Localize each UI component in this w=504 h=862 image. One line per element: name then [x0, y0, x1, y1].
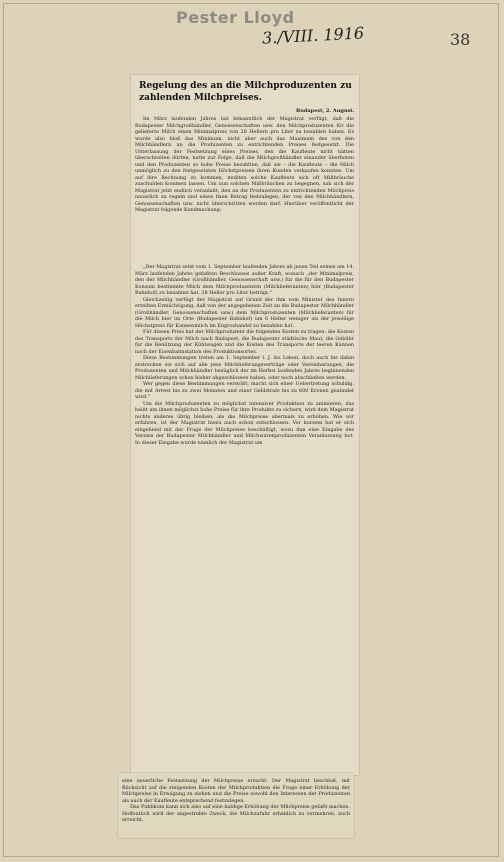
- article-body-continuation: [122, 778, 350, 824]
- article-headline: Regelung des an die Milchproduzenten zu zahlenden Milchpreises.: [139, 81, 352, 103]
- paragraph: eine neuerliche Festsetzung der Milchpreise ersucht. Der Magistrat beschloß, mit Rücksicht auf die steigenden Kosten der Milchproduktion die Frage einer Erhöhung der Milchpreise in Erwägung zu ziehen und die Preise sowohl den Interessen der Produzenten als auch der Kaufleute entsprechend festzulegen.: [122, 778, 350, 804]
- newspaper-stamp: Pester Lloyd: [176, 8, 295, 27]
- paragraph: Um die Milchproduzenten zu möglichst intensiver Produktion zu animieren, das heißt um ihnen möglichst hohe Preise für ihre Produkte zu sichern, wird dem Magistrat nichts anderes übrig bleiben, als die Milchpreise abermals zu erhöhen. Wie wir erfahren, ist der Magistrat hiezu auch schon entschlossen. Vor kurzem hat er sich eingehend mit der Frage der Milchpreise beschäftigt, wozu ihm eine Eingabe des Vereins der Budapester Milchhändler und Milchwarenproduzenten Veranlassung bot. In dieser Eingabe wurde nämlich der Magistrat um: [135, 400, 354, 446]
- article-body-part-2: [135, 264, 354, 446]
- paragraph: Wer gegen diese Bestimmungen verstößt, macht sich einer Uebertretung schuldig, die mit Arrest bis zu zwei Monaten und einer Geldstrafe bis zu 600 Kronen geahndet wird.“: [135, 381, 354, 400]
- paragraph: Für diesen Preis hat der Milchproduzent die folgenden Kosten zu tragen: die Kosten des Transports der Milch nach Budapest, die Budapester städtische Maut, die Gebühr für die Benützung der Kühlwagen und die Kosten des Transports der leeren Kannen nach der Eisenbahnstation des Produktionsortes.: [135, 329, 354, 355]
- paragraph: Das Publikum kann sich also auf eine baldige Erhöhung der Milchpreise gefaßt machen. Hoffentlich wird der angestrebte Zweck, die Milchzufuhr erheblich zu vermehren, auch erreicht.: [122, 804, 350, 823]
- article-dateline: Budapest, 2. August.: [296, 108, 355, 114]
- paragraph: Diese Bestimmungen treten am 1. September l. J. ins Leben, doch auch bis dahin erstrecken sie sich auf alle jene Milchlieferungsverträge oder Vereinbarungen, die Produzenten und Milchhändler bezüglich der im Herbst laufenden Jahres beginnenden Milchlieferungen schon bisher abgeschlossen haben, oder noch abschließen werden.: [135, 355, 354, 381]
- paragraph: Gleichzeitig verfügt der Magistrat auf Grund der ihm vom Minister des Innern erteilten Ermächtigung, daß von der angegebenen Zeit an die Budapester Milchhändler (Großhändler, Genossenschaften usw.) dem Milchproduzenten (Milchlieferanten) für die Milch hier im Orte (Budapester Bahnhof) um 6 Heller weniger als der jeweilige Höchstpreis für Kannenmilch im Engroshandel zu bezahlen hat.: [135, 296, 354, 329]
- paragraph: „Der Magistrat setzt vom 1. September laufenden Jahres ab jenen Teil seines am 14. März laufenden Jahres gefaßten Beschlusses außer Kraft, wonach „der Minimalpreis, den der Milchhändler (Großhändler, Genossenschaft usw.) für die für den Budapester Konsum bestimmte Milch dem Milchproduzenten (Milchlieferanten) hier (Budapester Bahnhof) zu bezahlen hat, 28 Heller pro Liter beträgt.“: [135, 264, 354, 296]
- paragraph: Im März laufenden Jahres hat bekanntlich der Magistrat verfügt, daß die Budapester Milchgroßhändler, Genossenschaften usw. den Milchproduzenten für die gelieferte Milch einen Minimalpreis von 28 Hellern pro Liter zu bezahlen haben. Es wurde also bloß das Minimum, nicht aber auch das Maximum des von den Milchhändlern an die Produzenten zu entrichtenden Preises festgesetzt. Die Unterlassung der Festsetzung eines Preises, den die Kaufleute nicht hätten überschreiten dürfen, hatte zur Folge, daß die Milchgroßhändler einander überboten und den Produzenten so hohe Preise bezahlten, daß sie – die Kaufleute – die Milch unmöglich zu den festgesetzten Höchstpreisen ihren Kunden verkaufen konnten. Um auf ihre Rechnung zu kommen, mußten solche Kaufleute sich oft Mißbräuche zuschulden kommen lassen. Um nun solchen Mißbräuchen zu begegnen, sah sich der Magistrat jetzt endlich veranlaßt, den an die Produzenten zu entrichtenden Milchpreis neuerlich zu regeln und einen fixen Betrag festzulegen, der von den Milchhändlern, Genossenschaften usw. nicht überschritten werden darf. Hierüber veröffentlicht der Magistrat folgende Kundmachung:: [135, 116, 354, 213]
- handwritten-date: 3./VIII. 1916: [261, 23, 365, 48]
- page-number: 38: [450, 30, 471, 49]
- article-body-part-1: [135, 116, 354, 214]
